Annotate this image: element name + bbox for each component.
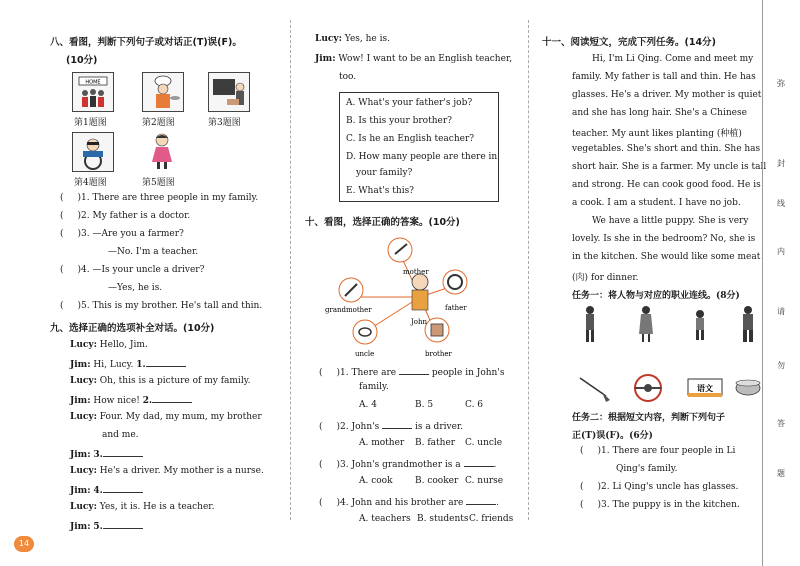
svg-text:语文: 语文 [697,384,713,393]
passage-line-5: teacher. My aunt likes planting (种植) [572,129,742,139]
sec8-title: 八、看图，判断下列句子或对话正(T)误(F)。 [50,37,242,48]
sec10-q2: ( )2. John's is a driver. [319,422,464,432]
sidebar-char-4: 内 [777,247,785,256]
picture-2-cook [142,72,184,112]
sec11-item-1-cont: Qing's family. [616,464,678,474]
sidebar-char-1: 弥 [777,79,785,88]
sidebar-char-8: 题 [777,469,785,478]
uncle-icon [353,320,377,344]
svg-text:brother: brother [425,350,452,358]
svg-text:grandmother: grandmother [325,306,372,314]
passage-line-11: lovely. Is she in the bedroom? No, she is [572,234,756,244]
picture-5-girl [142,132,182,170]
sec10-q1-opt-c: C. 6 [465,400,484,410]
sidebar-char-2: 封 [777,159,785,168]
pic-label-5: 第5题图 [142,178,175,188]
options-box [339,92,499,202]
pic-label-1: 第1题图 [74,118,107,128]
option-a: A. What's your father's job? [346,98,473,108]
option-d: D. How many people are there in [346,152,498,162]
sec10-q2-opt-c: C. uncle [465,438,503,448]
picture-1-family-home [72,72,114,112]
svg-text:HOME: HOME [85,79,101,86]
cooking-pot-icon [736,380,760,395]
sec11-title: 十一、阅读短文，完成下列任务。(14分) [542,37,716,48]
passage-line-3: glasses. He's a driver. My mother is quiet [572,90,762,100]
svg-text:father: father [445,304,467,312]
pic-label-3: 第3题图 [208,118,241,128]
hoe-icon [580,378,610,402]
dialog-line-1: Lucy: Hello, Jim. [70,340,148,350]
sec8-item-2: ( )2. My father is a doctor. [60,211,191,221]
passage-line-6: vegetables. She's short and thin. She has [572,144,761,154]
sec10-q3-opt-b: B. cooker [415,476,459,486]
sec10-q2-opt-a: A. mother [359,438,405,448]
sec10-title: 十、看图，选择正确的答案。(10分) [305,217,460,228]
dialog-line-4: Jim: How nice! 2. [70,394,192,406]
sec11-item-2: ( )2. Li Qing's uncle has glasses. [580,482,739,492]
sec10-q4-opt-c: C. friends [469,514,514,524]
column-divider-1 [290,20,291,520]
sec8-item-4: ( )4. —Is your uncle a driver? [60,265,205,275]
sec10-q3-opt-c: C. nurse [465,476,504,486]
sec11-item-3: ( )3. The puppy is in the kitchen. [580,500,740,510]
sec10-q3: ( )3. John's grandmother is a . [319,460,497,470]
task2-title: 任务二：根据短文内容，判断下列句子 [572,413,726,423]
sec11-item-1: ( )1. There are four people in Li [580,446,736,456]
sidebar-char-5: 请 [777,307,785,316]
passage-line-10: We have a little puppy. She is very [592,216,749,226]
passage-line-8: and strong. He can cook good food. He is [572,180,761,190]
sec8-item-1: ( )1. There are three people in my family. [60,193,259,203]
column-left [40,0,280,566]
passage-line-7: short hair. She is a farmer. My uncle is tall [572,162,767,172]
sec8-item-5: ( )5. This is my brother. He's tall and thin. [60,301,263,311]
sec10-q1-opt-a: A. 4 [359,400,377,410]
job-objects [576,372,766,404]
pic-label-2: 第2题图 [142,118,175,128]
svg-text:John: John [411,318,428,326]
option-c: C. Is he an English teacher? [346,134,475,144]
passage-line-2: family. My father is tall and thin. He has [572,72,756,82]
dialog-line-8: Jim: 4. [70,484,143,496]
sidebar-char-3: 线 [777,199,785,208]
dialog-jim-line-cont: too. [339,72,357,82]
dialog-jim-line: Jim: Wow! I want to be an English teacher, [315,54,513,64]
dialog-line-9: Lucy: Yes, it is. He is a teacher. [70,502,215,512]
sec10-q4-opt-a: A. teachers [359,514,411,524]
dialog-line-3: Lucy: Oh, this is a picture of my family. [70,376,251,386]
task2-title-cont: 正(T)误(F)。(6分) [572,431,653,441]
option-d-cont: your family? [356,168,413,178]
sidebar-char-6: 勿 [777,361,785,370]
svg-text:mother: mother [403,268,429,276]
person-aunt-figure [696,310,704,340]
sidebar-char-7: 答 [777,419,785,428]
option-e: E. What's this? [346,186,415,196]
passage-line-13: (肉) for dinner. [572,273,639,283]
sec10-q1-opt-b: B. 5 [415,400,434,410]
page-number: 14 [14,536,34,552]
dialog-line-2: Jim: Hi, Lucy. 1. [70,358,186,370]
dialog-line-5: Lucy: Four. My dad, my mum, my brother [70,412,262,422]
option-b: B. Is this your brother? [346,116,452,126]
sec10-q4: ( )4. John and his brother are . [319,498,500,508]
sec8-item-3: ( )3. —Are you a farmer? [60,229,184,239]
person-father-figure [586,306,594,342]
sec8-item-4-answer: —Yes, he is. [108,283,163,293]
picture-4-driver [72,132,114,172]
dialog-line-6: Jim: 3. [70,448,143,460]
column-right [540,0,767,566]
dialog-lucy-line: Lucy: Yes, he is. [315,34,390,44]
father-icon [443,270,467,294]
dialog-line-7: Lucy: He's a driver. My mother is a nurse. [70,466,264,476]
sec10-q1-cont: family. [359,382,389,392]
person-mother-figure [639,306,653,342]
sec10-q1: ( )1. There are people in John's [319,368,505,378]
sec10-q4-opt-b: B. students [417,514,469,524]
passage-line-4: and she has long hair. She's a Chinese [572,108,747,118]
sec10-q2-opt-b: B. father [415,438,456,448]
dialog-line-10: Jim: 5. [70,520,143,532]
sec10-q3-opt-a: A. cook [359,476,393,486]
dialog-line-5-cont: and me. [102,430,139,440]
passage-line-1: Hi, I'm Li Qing. Come and meet my [592,54,754,64]
column-middle [305,0,520,566]
person-uncle-figure [743,306,753,342]
column-divider-2 [528,20,529,520]
john-icon [412,274,428,290]
sec9-title: 九、选择正确的选项补全对话。(10分) [50,323,215,334]
sec8-score: (10分) [66,55,98,66]
pic-label-4: 第4题图 [74,178,107,188]
passage-line-9: a cook. I am a student. I have no job. [572,198,741,208]
family-diagram [325,232,515,362]
steering-wheel-icon [635,375,661,401]
task1-title: 任务一：将人物与对应的职业连线。(8分) [572,291,740,301]
passage-line-12: in the kitchen. She would like some meat [572,252,761,262]
people-figures [580,304,760,344]
sec8-item-3-answer: —No. I'm a teacher. [108,247,199,257]
picture-3-teacher [208,72,250,112]
svg-text:uncle: uncle [355,350,375,358]
seal-line-sidebar [762,0,800,566]
